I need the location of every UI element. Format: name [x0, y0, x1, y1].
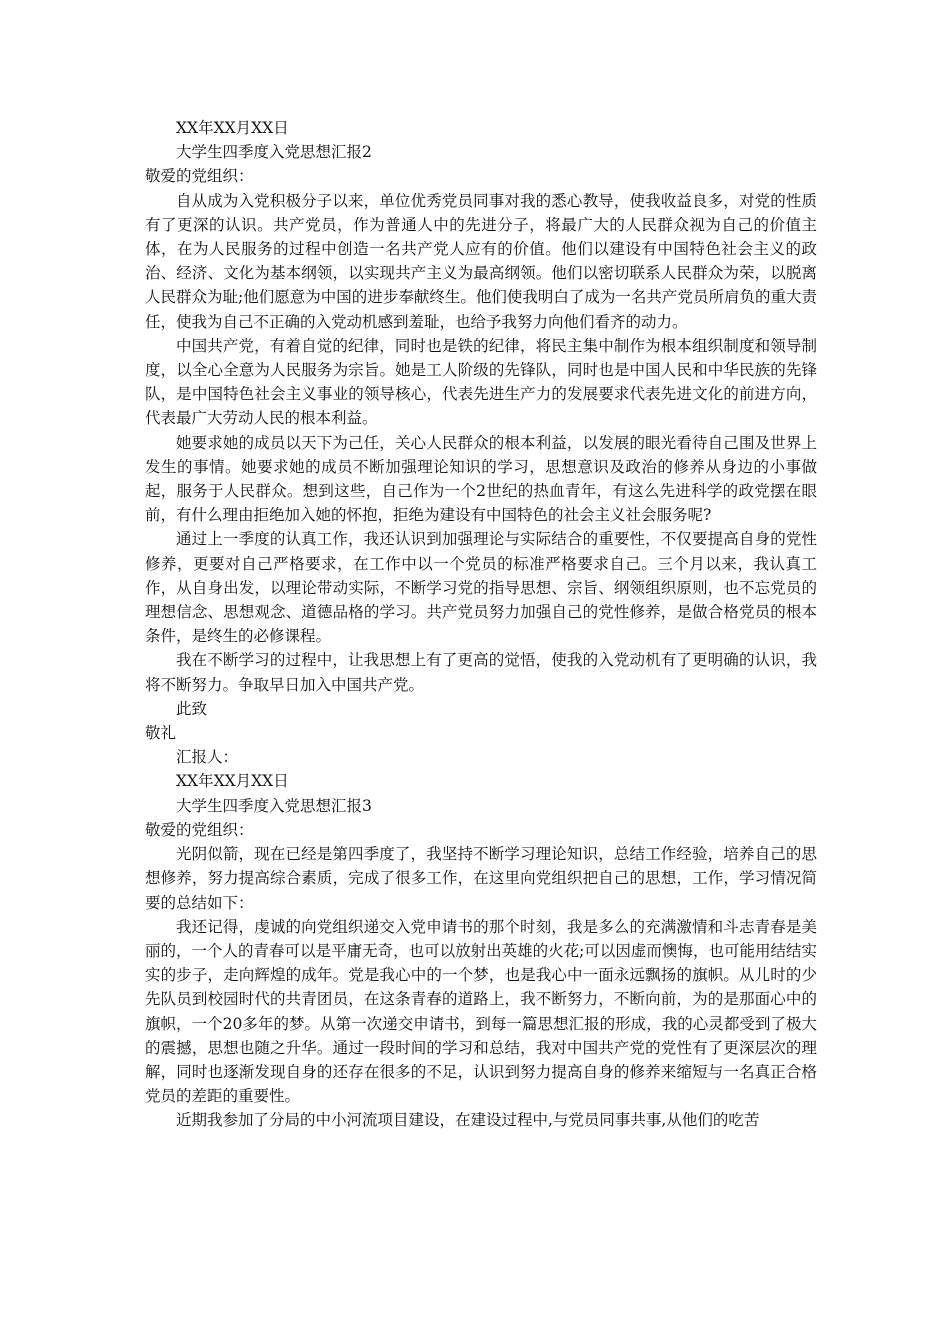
closing-salute: 此致: [176, 699, 208, 718]
salutation: 敬爱的党组织：: [145, 820, 254, 839]
salutation: 敬爱的党组织：: [145, 167, 254, 186]
body-paragraph: 她要求她的成员以天下为己任，关心人民群众的根本利益，以发展的眼光看待自己围及世界上发生的事情。她要求她的成员不断加强理论知识的学习，思想意识及政治的修养从身边的小事做起，服务于人民群众。想到这些，自己作为一个2世纪的热血青年，有这么先进科学的政党摆在眼前，有什么理由拒绝加入她的怀抱，拒绝为建设有中国特色的社会主义社会服务呢?: [145, 433, 817, 525]
body-paragraph: 自从成为入党积极分子以来，单位优秀党员同事对我的悉心教导，使我收益良多，对党的性质有了更深的认识。共产党员，作为普通人中的先进分子，将最广大的人民群众视为自己的价值主体，在为人民服务的过程中创造一名共产党人应有的价值。他们以建设有中国特色社会主义的政治、经济、文化为基本纲领，以实现共产主义为最高纲领。他们以密切联系人民群众为荣，以脱离人民群众为耻;他们愿意为中国的进步奉献终生。他们使我明白了成为一名共产党员所肩负的重大责任，使我为自己不正确的入党动机感到羞耻，也给予我努力向他们看齐的动力。: [145, 191, 817, 331]
body-paragraph: 我在不断学习的过程中，让我思想上有了更高的觉悟，使我的入党动机有了更明确的认识，我将不断努力。争取早日加入中国共产党。: [145, 651, 817, 694]
body-paragraph: 光阴似箭，现在已经是第四季度了，我坚持不断学习理论知识，总结工作经验，培养自己的思想修养，努力提高综合素质，完成了很多工作，在这里向党组织把自己的思想，工作，学习情况简要的总结如下：: [145, 845, 817, 912]
body-paragraph: 我还记得，虔诚的向党组织递交入党申请书的那个时刻，我是多么的充满激情和斗志青春是美丽的，一个人的青春可以是平庸无奇，也可以放射出英雄的火花;可以因虚而懊悔，也可能用结结实实的步子，走向辉煌的成年。党是我心中的一个梦，也是我心中一面永远飘扬的旗帜。从儿时的少先队员到校园时代的共青团员，在这条青春的道路上，我不断努力，不断向前，为的是那面心中的旗帜，一个20多年的梦。从第一次递交申请书，到每一篇思想汇报的形成，我的心灵都受到了极大的震撼，思想也随之升华。通过一段时间的学习和总结，我对中国共产党的党性有了更深层次的理解，同时也逐渐发现自身的还存在很多的不足，认识到努力提高自身的修养来缩短与一名真正合格党员的差距的重要性。: [145, 917, 817, 1106]
closing-regards: 敬礼: [145, 724, 177, 743]
body-paragraph: 通过上一季度的认真工作，我还认识到加强理论与实际结合的重要性，不仅要提高自身的党性修养，更要对自己严格要求，在工作中以一个党员的标准严格要求自己。三个月以来，我认真工作，从自身出发，以理论带动实际，不断学习党的指导思想、宗旨、纲领组织原则，也不忘党员的理想信念、思想观念、道德品格的学习。共产党员努力加强自己的党性修养，是做合格党员的根本条件，是终生的必修课程。: [145, 530, 817, 646]
report-date: XX年XX月XX日: [176, 119, 289, 137]
report-date: XX年XX月XX日: [176, 772, 289, 791]
document-page: [145, 116, 817, 1133]
report-title: 大学生四季度入党思想汇报2: [176, 143, 372, 162]
reporter-label: 汇报人：: [176, 748, 239, 767]
body-paragraph: 中国共产党，有着自觉的纪律，同时也是铁的纪律，将民主集中制作为根本组织制度和领导制度，以全心全意为人民服务为宗旨。她是工人阶级的先锋队，同时也是中国人民和中华民族的先锋队，是中国特色社会主义事业的领导核心，代表先进生产力的发展要求代表先进文化的前进方向，代表最广大劳动人民的根本利益。: [145, 336, 817, 428]
body-paragraph: 近期我参加了分局的中小河流项目建设，在建设过程中,与党员同事共事,从他们的吃苦: [176, 1111, 760, 1130]
report-title: 大学生四季度入党思想汇报3: [176, 796, 372, 815]
